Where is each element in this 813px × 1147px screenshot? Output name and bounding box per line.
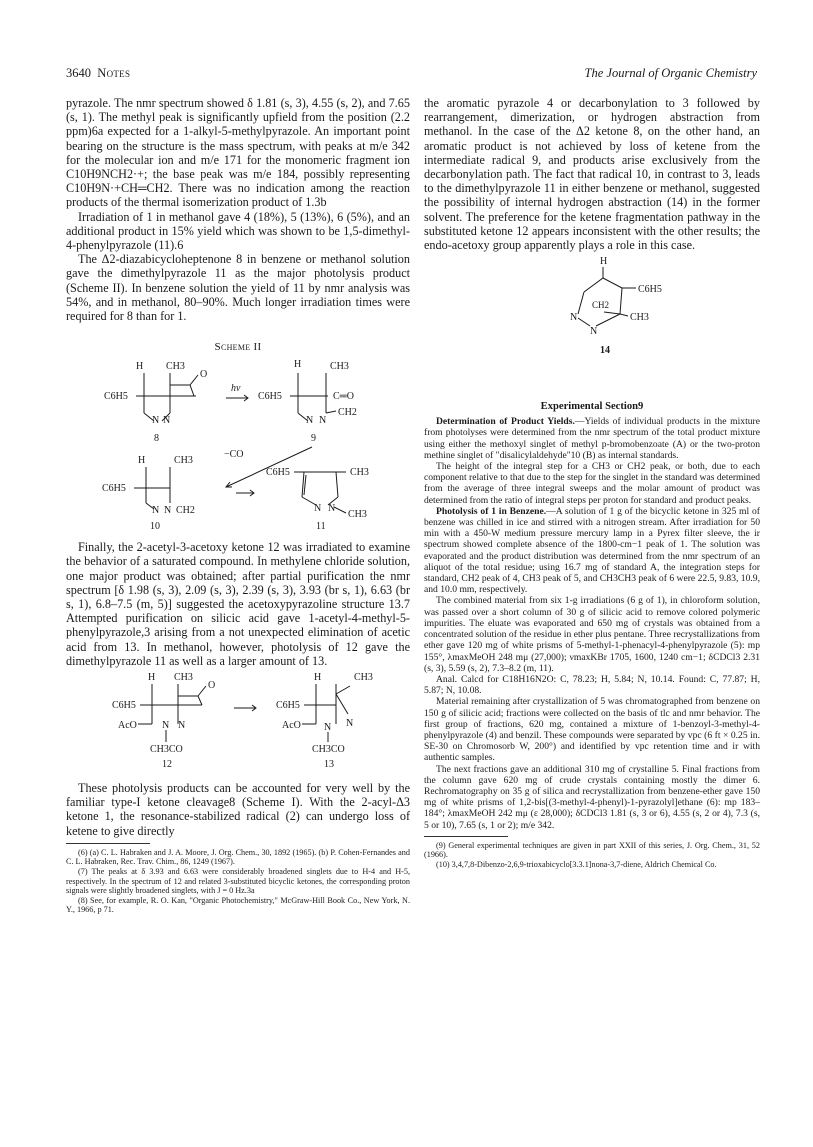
page-number-and-section: 3640 Notes [66, 66, 131, 80]
svg-text:CH3: CH3 [174, 672, 193, 684]
svg-text:9: 9 [311, 433, 316, 445]
section-heading: Experimental Section9 [540, 401, 644, 413]
svg-text:N: N [152, 505, 160, 517]
svg-text:N: N [152, 415, 160, 427]
svg-text:CH3: CH3 [630, 312, 649, 324]
svg-text:8: 8 [154, 433, 159, 445]
paragraph: Material remaining after crystallization of 5 was chromatographed from benzene on 150 g of silicic acid; fractions were collected on the basis of tlc and nmr behavior. The first group of fractions, 620 mg, contained a mixture of 1-benzoyl-3-methyl-4-phenylpyrazole (4) and benzil. These compounds were separated by vpc (6 ft × 0.25 in. SE-30 on Chromosorb W, 200°) and identified by vpc retention time and ir with authentic samples. [424, 696, 760, 764]
svg-text:hν: hν [231, 383, 241, 395]
scheme-ii-diagram [66, 355, 410, 533]
footnote: (7) The peaks at δ 3.93 and 6.63 were considerably broadened singlets due to H-4 and H-5, respectively. In the spectrum of 12 and related 3-substituted bicyclic ketones, the corresponding proton signals were slightly broadened singlets, with J = 0 Hz.3a [66, 867, 410, 896]
svg-text:O: O [208, 680, 216, 692]
scheme-12-to-13-diagram [66, 668, 410, 770]
paragraph: Finally, the 2-acetyl-3-acetoxy ketone 12 was irradiated to examine the behavior of a saturated compound. In methylene chloride solution, one major product was obtained; after partial purification the nmr spectrum [δ 1.98 (s, 3), 2.09 (s, 3), 2.39 (s, 3), 3.93 (br s, 1), 6.63 (br s, 1), 6.8–7.5 (m, 5)] suggested the acetoxypyrazoline structure 13.7 Attempted purification on silicic acid gave 1-acetyl-4-methyl-5-phenylpyrazole,3 arising from a not unexpected elimination of acetic acid from 13. In methanol, however, photolysis of 12 gave the dimethylpyrazole 11 as well as a larger amount of 13. [66, 540, 410, 668]
svg-text:AcO: AcO [118, 720, 137, 732]
footnote: (10) 3,4,7,8-Dibenzo-2,6,9-trioxabicyclo[3.3.1]nona-3,7-diene, Aldrich Chemical Co. [436, 859, 717, 869]
structure-14-diagram [424, 252, 760, 356]
paragraph: The next fractions gave an additional 310 mg of crystalline 5. Final fractions from the column gave 620 mg of crude crystals containing mostly the dimer 6. Rechromatography on 35 g of silica and recrystallization from benzene-ether gave 150 mg of white prisms of 1,2-bis[(3-methyl-4-phenyl)-1-pyrazolyl]ethane (6): mp 183–184°; λmaxMeOH 242 mμ (ε 28,000); δCDCl3 1.81 (s, 3 or 6), 4.55 (s, 2 or 4), 7.3 (s, 5 or 10), 7.65 (s, 1 or 2); m/e 342. [424, 763, 760, 831]
svg-text:13: 13 [324, 759, 334, 771]
svg-text:CH3: CH3 [348, 509, 367, 521]
svg-text:N: N [346, 718, 354, 730]
footnote-rule [424, 836, 508, 837]
svg-text:N: N [324, 722, 332, 734]
svg-text:N: N [306, 415, 314, 427]
paragraph: These photolysis products can be accounted for very well by the familiar type-I ketone cleavage8 (Scheme I). With the 2-acyl-Δ3 ketone 1, the resonance-stabilized radical (2) can undergo loss of ketene to give directly [66, 781, 410, 838]
svg-text:N: N [590, 326, 598, 338]
reaction-arrow [234, 705, 256, 711]
svg-text:CH3: CH3 [166, 361, 185, 373]
footnote-rule [66, 843, 150, 844]
paragraph: The combined material from six 1-g irradiations (6 g of 1), in chloroform solution, was passed over a short column of 30 g of silicic acid to remove colored polymeric impurities. The eluate was evaporated and 650 mg of crystals was obtained from a concentrated solution of the residue in ether plus pentane. Three recrystallizations from ether gave 120 mg of white prisms of 5-methyl-1-phenacyl-4-phenylpyrazole (5): mp 155°, λmaxMeOH 248 mμ (27,000); νmaxKBr 1705, 1600, 1240 cm−1; δCDCl3 2.31 (s, 3), 5.59 (s, 2), 7.3–8.2 (m, 11). [424, 595, 760, 674]
paragraph: The Δ2-diazabicycloheptenone 8 in benzene or methanol solution gave the dimethylpyrazole 11 as the major photolysis product (Scheme II). In benzene solution the yield of 11 by nmr analysis was 54%, and in methanol, 80–90%. Much longer irradiation times were required for 8 than for 1. [66, 252, 410, 324]
svg-text:C6H5: C6H5 [266, 467, 290, 479]
svg-text:N: N [164, 505, 172, 517]
svg-text:H: H [314, 672, 322, 684]
photolysis-arrow [226, 383, 248, 401]
svg-text:CH3: CH3 [174, 455, 193, 467]
compound-8-structure [104, 361, 207, 444]
svg-text:14: 14 [600, 345, 610, 357]
footnote: (9) General experimental techniques are given in part XXII of this series, J. Org. Chem., 31, 52 (1966). [424, 840, 760, 860]
paragraph: pyrazole. The nmr spectrum showed δ 1.81 (s, 3), 4.55 (s, 2), and 7.65 (s, 1). The methyl peak is significantly upfield from the position (2.2 ppm)6a expected for a 1-alkyl-5-methylpyrazole. An important point bearing on the structure is the mass spectrum, with peaks at m/e 342 for the molecular ion and m/e 171 for the monomeric fragment ion C10H9NCH2·+; the base peak was m/e 184, possibly representing C10H9N·+CH═CH2. There was no indication among the reaction products of the thermal isomerization product of 1.3b [66, 96, 410, 210]
svg-text:C6H5: C6H5 [276, 700, 300, 712]
svg-text:10: 10 [150, 521, 160, 533]
reaction-arrow [236, 490, 254, 496]
svg-text:C6H5: C6H5 [258, 391, 282, 403]
compound-9-structure [258, 359, 357, 444]
scheme-title: Scheme II [214, 341, 262, 354]
svg-text:CH3CO: CH3CO [312, 744, 345, 756]
svg-text:C6H5: C6H5 [102, 483, 126, 495]
svg-text:H: H [294, 359, 302, 371]
svg-text:H: H [138, 455, 146, 467]
svg-text:CH3: CH3 [354, 672, 373, 684]
paragraph: Anal. Calcd for C18H16N2O: C, 78.23; H, 5.84; N, 10.14. Found: C, 77.87; H, 5.87; N, 10.08. [424, 673, 760, 697]
paragraph: Photolysis of 1 in Benzene.—A solution of 1 g of the bicyclic ketone in 325 ml of benzene was chilled in ice and stirred with a nitrogen stream. After irradiation for 50 min with a 450-W medium pressure mercury lamp in a Pyrex filter sleeve, the ir spectrum showed complete absence of the 1800-cm−1 peak of 1. The solution was evaporated and the product distribution was determined from the nmr spectrum of an aliquot of the total residue; using 16.7 mg of standard A, the integration steps for standard, CH2 peak of 4, CH3 peak of 5, and CH3CH3 peak of 6 were 22.5, 9.83, 10.9, and 10.0 mm, respectively. [424, 505, 760, 596]
footnote: (6) (a) C. L. Habraken and J. A. Moore, J. Org. Chem., 30, 1892 (1965). (b) P. Cohen-Fernandes and C. L. Habraken, Rec. Trav. Chim., 86, 1249 (1967). [66, 847, 410, 867]
paragraph: The height of the integral step for a CH3 or CH2 peak, or both, due to each component relative to that due to the step for the singlet in the standard was determined from the average of three integral sweeps and the molar amount of product was determined from the ratio of integral steps per proton for standard and product peaks. [424, 461, 760, 506]
running-head [66, 66, 757, 84]
svg-text:CH2: CH2 [338, 407, 357, 419]
svg-text:CH3: CH3 [330, 361, 349, 373]
svg-text:N: N [319, 415, 327, 427]
svg-text:AcO: AcO [282, 720, 301, 732]
compound-12-structure [112, 672, 215, 770]
paragraph: the aromatic pyrazole 4 or decarbonylation to 3 followed by rearrangement, dimerization, or hydrogen abstraction from methanol. In the case of the Δ2 ketone 8, on the other hand, an aromatic product is not achieved by loss of ketene from the intermediate radical 9, and products arise exclusively from the decarbonylation path. The fact that radical 10, in contrast to 3, leads to the dimethylpyrazole 11 in either benzene or methanol, suggested the possibility of internal hydrogen abstraction (14) in the former solvent. The preference for the ketene fragmentation pathway in the substituted ketone 12 appears inconsistent with the other results; the endo-acetoxy group apparently plays a role in this case. [424, 96, 760, 253]
left-column [66, 96, 410, 915]
svg-text:C6H5: C6H5 [104, 391, 128, 403]
svg-text:CH2: CH2 [176, 505, 195, 517]
svg-text:H: H [136, 361, 144, 373]
svg-text:N: N [178, 720, 186, 732]
svg-text:N: N [570, 312, 578, 324]
svg-text:12: 12 [162, 759, 172, 771]
svg-text:N: N [314, 503, 322, 515]
svg-text:H: H [600, 256, 608, 268]
svg-text:C6H5: C6H5 [112, 700, 136, 712]
paragraph: Determination of Product Yields.—Yields of individual products in the mixture from photolyses were determined from the nmr spectrum of the total product mixture using either the methoxyl singlet of methyl p-bromobenzoate (A) or the two-proton methine singlet of "disalicylaldehyde"10 (B) as internal standards. [424, 416, 760, 461]
paragraph: Irradiation of 1 in methanol gave 4 (18%), 5 (13%), 6 (5%), and an additional product in 15% yield which was shown to be 1,5-dimethyl-4-phenylpyrazole (11).6 [66, 209, 410, 253]
svg-text:−CO: −CO [224, 449, 244, 461]
right-column [424, 96, 760, 870]
svg-text:CH2: CH2 [592, 300, 610, 311]
svg-text:H: H [148, 672, 156, 684]
footnote: (8) See, for example, R. O. Kan, "Organic Photochemistry," McGraw-Hill Book Co., New York, N. Y., 1966, p 71. [66, 895, 410, 915]
compound-11-structure [266, 467, 369, 532]
svg-text:C6H5: C6H5 [638, 284, 662, 296]
svg-text:N: N [162, 720, 170, 732]
svg-text:CH3CO: CH3CO [150, 744, 183, 756]
svg-text:N: N [163, 415, 171, 427]
compound-10-structure [102, 455, 195, 532]
svg-text:O: O [200, 369, 208, 381]
compound-13-structure [276, 672, 373, 770]
svg-text:CH3: CH3 [350, 467, 369, 479]
svg-text:N: N [328, 503, 336, 515]
journal-title: The Journal of Organic Chemistry [584, 66, 757, 80]
svg-text:11: 11 [316, 521, 326, 533]
svg-text:C═O: C═O [333, 391, 354, 403]
